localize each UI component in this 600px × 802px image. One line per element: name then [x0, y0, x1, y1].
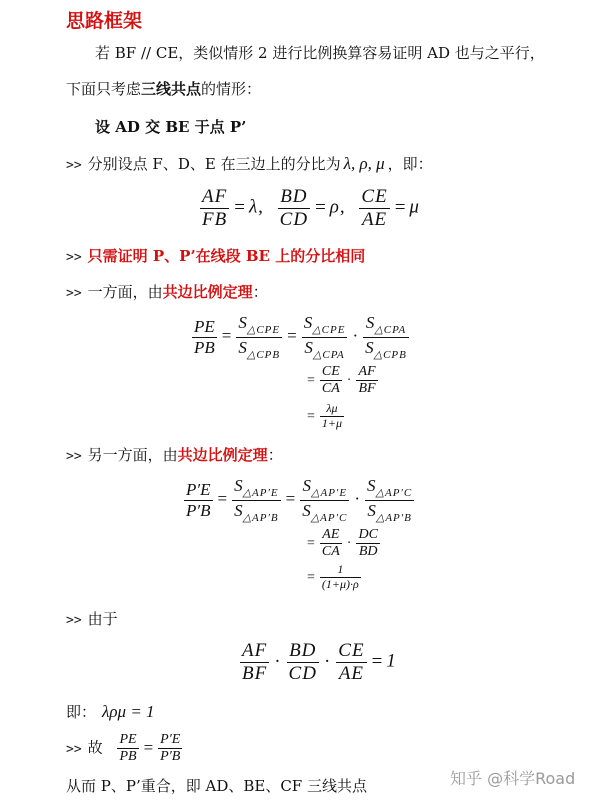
equation-ratio-equal: $\frac{PE}{PB}$ = $\frac{P'E}{P'B}$	[119, 732, 181, 765]
equation-ceva-product: $\frac{AF}{BF}$ · $\frac{BD}{CD}$ · $\frac{CE}{AE}$ = 1	[242, 640, 397, 684]
fraction-ae-ca: $\frac{AE}{CA}$	[321, 527, 340, 560]
prompt-marker: >>	[66, 613, 82, 628]
prompt-marker: >>	[66, 741, 82, 757]
fraction-bd-cd: $\frac{BD}{CD}$	[279, 186, 309, 230]
step-1-vars: λ, ρ, μ	[343, 154, 385, 173]
prompt-marker: >>	[66, 158, 82, 173]
fraction-af-bf: $\frac{AF}{BF}$	[358, 364, 376, 397]
theorem-name: 共边比例定理	[177, 446, 268, 464]
step-3-colon: ：	[267, 446, 283, 464]
intro-line-1: 若 BF // CE，类似情形 2 进行比例换算容易证明 AD 也与之平行，	[95, 44, 545, 62]
theorem-name: 共边比例定理	[162, 283, 253, 301]
equation-ppe-ppb-row2: = $\frac{AE}{CA}$ · $\frac{DC}{BD}$	[307, 527, 378, 560]
section-title: 思路框架	[66, 10, 143, 32]
step-2-text: 一方面，由	[87, 283, 163, 301]
goal-text: 只需证明 P、P’在线段 BE 上的分比相同	[87, 247, 366, 265]
watermark: 知乎 @科学Road	[450, 769, 576, 788]
equation-pe-pb-row2: = $\frac{CE}{CA}$ · $\frac{AF}{BF}$	[307, 364, 376, 397]
step-3-text: 另一方面，由	[87, 446, 178, 464]
fraction-s-cpe-s-cpa: $\frac{S_{\triangle CPE}}{S_{\triangle CPA}}$	[303, 313, 346, 361]
intro-line-2	[66, 78, 261, 99]
fraction-ce-ae: $\frac{CE}{AE}$	[338, 640, 365, 684]
therefore-line	[66, 732, 184, 765]
goal-line	[66, 245, 365, 266]
prompt-marker: >>	[66, 250, 82, 265]
step-1-text: 分别设点 F、D、E 在三边上的分比为	[87, 155, 341, 173]
intro-text-end: 的情形：	[201, 80, 262, 98]
rho-value: ρ,	[329, 196, 346, 218]
fraction-bd-cd: $\frac{BD}{CD}$	[288, 640, 317, 684]
mu-value: μ	[409, 196, 420, 218]
intro-text: 下面只考虑	[66, 80, 142, 98]
conclusion-line: 从而 P、P’重合，即 AD、BE、CF 三线共点	[66, 777, 367, 795]
lambda-value: λ,	[248, 196, 264, 218]
equation-pe-pb-row1: $\frac{PE}{PB}$ = $\frac{S_{\triangle CPE}}{S_{\triangle CPB}}$ = $\frac{S_{\triangle CPE}}{S_{\triangle CPA}}$ · $\frac{S_{\triangle CPA}}{S_{\triangle CPB}}$	[194, 313, 407, 361]
equation-ppe-ppb-row3: = $\frac{1}{(1+\mu)\cdot\rho}$	[307, 562, 359, 591]
step-2-colon: ：	[252, 283, 268, 301]
therefore-label: 故	[87, 738, 103, 757]
step-3-line	[66, 444, 283, 465]
fraction-pe-pb: $\frac{PE}{PB}$	[194, 317, 215, 357]
step-1-end: ，即：	[387, 155, 433, 173]
equation-ppe-ppb-row1: $\frac{P'E}{P'B}$ = $\frac{S_{\triangle AP'E}}{S_{\triangle AP'B}}$ = $\frac{S_{\triangle AP'E}}{S_{\triangle AP'C}}$ · $\frac{S_{\triangle AP'C}}{S_{\triangle AP'B}}$	[186, 476, 413, 524]
intro-emphasis: 三线共点	[141, 80, 202, 98]
fraction-af-fb: $\frac{AF}{FB}$	[202, 186, 228, 230]
prompt-marker: >>	[66, 286, 82, 301]
step-4-text: 由于	[87, 610, 118, 628]
step-4-line	[66, 608, 118, 629]
fraction-s-apc-s-apb: $\frac{S_{\triangle AP'C}}{S_{\triangle AP'B}}$	[367, 476, 413, 524]
equation-ratios: $\frac{AF}{FB}$ = λ, $\frac{BD}{CD}$ = ρ, $\frac{CE}{AE}$ = μ	[202, 186, 420, 230]
fraction-dc-bd: $\frac{DC}{BD}$	[358, 527, 378, 560]
fraction-ppe-ppb-small: $\frac{P'E}{P'B}$	[160, 732, 181, 765]
ie-label: 即：	[66, 703, 97, 721]
prompt-marker: >>	[66, 449, 82, 464]
equation-pe-pb-row3: = $\frac{\lambda\mu}{1+\mu}$	[307, 401, 343, 430]
fraction-ppe-ppb: $\frac{P'E}{P'B}$	[186, 480, 211, 520]
fraction-ce-ae: $\frac{CE}{AE}$	[361, 186, 388, 230]
ie-line	[66, 701, 155, 722]
fraction-s-ape-s-apb: $\frac{S_{\triangle AP'E}}{S_{\triangle AP'B}}$	[234, 476, 279, 524]
fraction-af-bf: $\frac{AF}{BF}$	[242, 640, 268, 684]
fraction-one-over-rho: $\frac{1}{(1+\mu)\cdot\rho}$	[321, 562, 359, 591]
step-2-line	[66, 281, 268, 302]
ie-expression: λρμ = 1	[102, 702, 155, 721]
fraction-pe-pb-small: $\frac{PE}{PB}$	[119, 732, 137, 765]
fraction-s-cpa-s-cpb: $\frac{S_{\triangle CPA}}{S_{\triangle CPB}}$	[365, 313, 407, 361]
fraction-s-ape-s-apc: $\frac{S_{\triangle AP'E}}{S_{\triangle AP'C}}$	[302, 476, 348, 524]
setup-statement: 设 AD 交 BE 于点 P’	[95, 118, 247, 136]
fraction-s-cpe-s-cpb: $\frac{S_{\triangle CPE}}{S_{\triangle CPB}}$	[238, 313, 281, 361]
product-result: 1	[386, 650, 397, 672]
fraction-lambda-mu: $\frac{\lambda\mu}{1+\mu}$	[321, 401, 343, 430]
fraction-ce-ca: $\frac{CE}{CA}$	[321, 364, 340, 397]
step-1-line	[66, 153, 433, 174]
